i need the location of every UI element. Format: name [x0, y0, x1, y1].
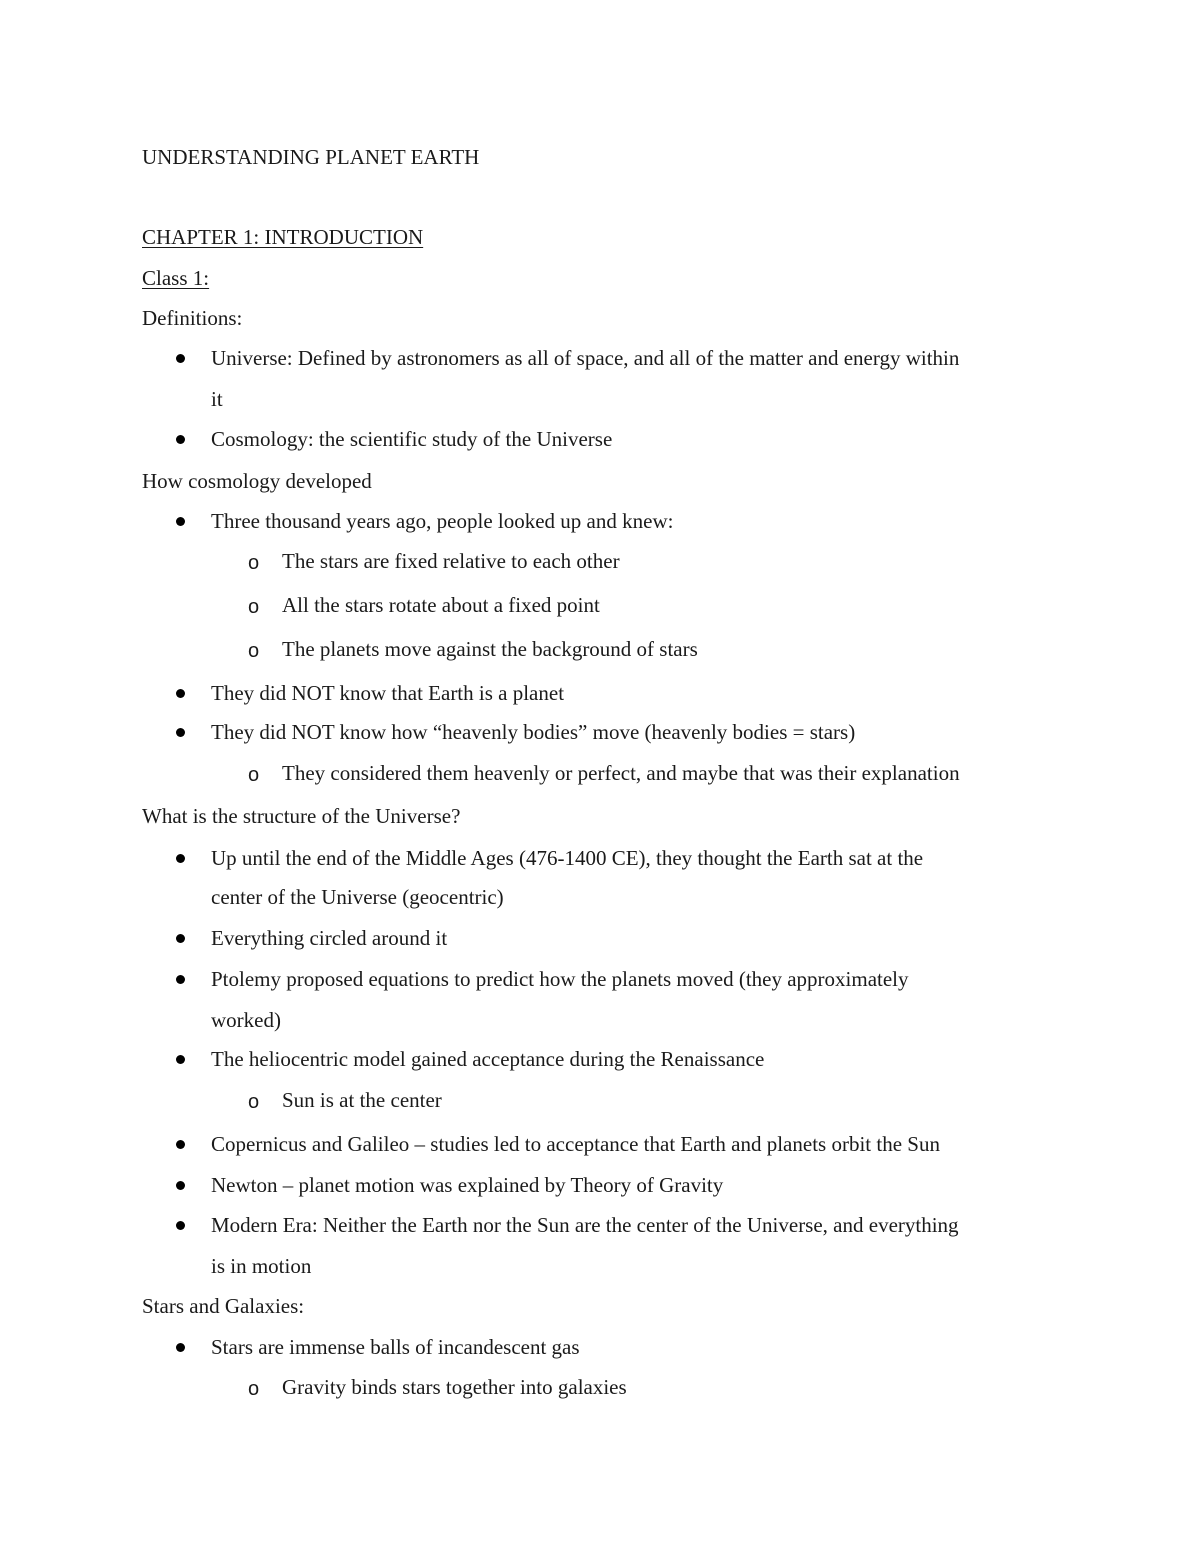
bullet-icon	[176, 517, 185, 526]
sub-list-item: Sun is at the center	[282, 1088, 442, 1112]
bullet-icon	[176, 354, 185, 363]
sub-bullet-icon: o	[248, 1091, 260, 1113]
sub-list-item: The planets move against the background of stars	[282, 637, 698, 661]
bullet-icon	[176, 1181, 185, 1190]
list-item-continuation: center of the Universe (geocentric)	[211, 885, 504, 909]
list-item: Newton – planet motion was explained by Theory of Gravity	[211, 1173, 724, 1197]
bullet-icon	[176, 1221, 185, 1230]
section-heading: What is the structure of the Universe?	[142, 804, 461, 828]
bullet-icon	[176, 1343, 185, 1352]
bullet-icon	[176, 934, 185, 943]
bullet-icon	[176, 689, 185, 698]
bullet-icon	[176, 975, 185, 984]
document-title: UNDERSTANDING PLANET EARTH	[142, 145, 480, 169]
bullet-icon	[176, 435, 185, 444]
list-item: Up until the end of the Middle Ages (476-1400 CE), they thought the Earth sat at the	[211, 846, 924, 870]
list-item: Three thousand years ago, people looked up and knew:	[211, 509, 674, 533]
sub-bullet-icon: o	[248, 1378, 260, 1400]
list-item: Modern Era: Neither the Earth nor the Sun are the center of the Universe, and everything	[211, 1213, 959, 1237]
section-heading: How cosmology developed	[142, 469, 372, 493]
list-item: Copernicus and Galileo – studies led to acceptance that Earth and planets orbit the Sun	[211, 1132, 940, 1156]
class-label: Class 1:	[142, 266, 210, 290]
list-item-continuation: it	[211, 387, 223, 411]
bullet-icon	[176, 1055, 185, 1064]
bullet-icon	[176, 854, 185, 863]
sub-bullet-icon: o	[248, 552, 260, 574]
list-item: The heliocentric model gained acceptance during the Renaissance	[211, 1047, 765, 1071]
section-heading: Stars and Galaxies:	[142, 1294, 305, 1318]
list-item-continuation: worked)	[211, 1008, 281, 1032]
list-item: Everything circled around it	[211, 926, 448, 950]
sub-bullet-icon: o	[248, 596, 260, 618]
bullet-icon	[176, 1140, 185, 1149]
definitions-heading: Definitions:	[142, 306, 243, 330]
sub-list-item: Gravity binds stars together into galaxies	[282, 1375, 627, 1399]
list-item: Stars are immense balls of incandescent gas	[211, 1335, 580, 1359]
list-item: They did NOT know that Earth is a planet	[211, 681, 565, 705]
list-item: Ptolemy proposed equations to predict how the planets moved (they approximately	[211, 967, 909, 991]
list-item-continuation: is in motion	[211, 1254, 312, 1278]
bullet-icon	[176, 728, 185, 737]
sub-bullet-icon: o	[248, 764, 260, 786]
list-item: Universe: Defined by astronomers as all of space, and all of the matter and energy within	[211, 346, 960, 370]
sub-list-item: The stars are fixed relative to each other	[282, 549, 620, 573]
chapter-heading: CHAPTER 1: INTRODUCTION	[142, 225, 424, 249]
list-item: They did NOT know how “heavenly bodies” move (heavenly bodies = stars)	[211, 720, 856, 744]
list-item: Cosmology: the scientific study of the Universe	[211, 427, 613, 451]
sub-list-item: They considered them heavenly or perfect, and maybe that was their explanation	[282, 761, 960, 785]
sub-list-item: All the stars rotate about a fixed point	[282, 593, 600, 617]
sub-bullet-icon: o	[248, 640, 260, 662]
